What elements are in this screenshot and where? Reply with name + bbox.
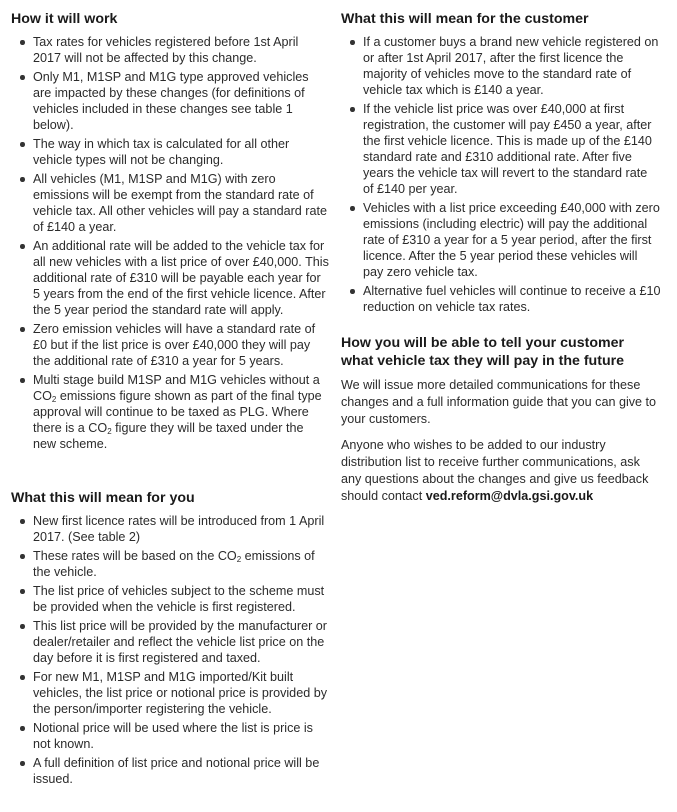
how-to-tell-customer-heading: How you will be able to tell your customer what vehicle tax they will pay in the future <box>341 335 625 369</box>
list-item: New first licence rates will be introduced from 1 April 2017. (See table 2) <box>11 513 329 545</box>
contact-paragraph: Anyone who wishes to be added to our industry distribution list to receive further communications, ask any questions about the changes and give us feedback should contact ved.reform@dvla.gsi.gov.uk <box>341 438 649 503</box>
bullet-icon <box>20 589 25 594</box>
list-item: Multi stage build M1SP and M1G vehicles without a $CO_2$ emissions figure shown as part of the final type approval will continue to be taxed as PLG. Where there is a $CO_2$ figure they will be taxed under the new scheme. <box>11 372 329 452</box>
bullet-icon <box>350 289 355 294</box>
contact-email[interactable]: ved.reform@dvla.gsi.gov.uk <box>425 489 594 503</box>
bullet-icon <box>20 554 25 559</box>
what-for-you-heading: What this will mean for you <box>11 490 195 506</box>
list-item: Tax rates for vehicles registered before 1st April 2017 will not be affected by this change. <box>11 34 329 66</box>
what-for-you-list <box>11 513 329 790</box>
bullet-icon <box>350 107 355 112</box>
list-item: The way in which tax is calculated for all other vehicle types will not be changing. <box>11 136 329 168</box>
list-item: An additional rate will be added to the vehicle tax for all new vehicles with a list price of over £40,000. This additional rate of £310 will be payable each year for 5 years from the end of the first vehicle licence. After the 5 year period the standard rate will apply. <box>11 238 329 318</box>
how-it-works-heading: How it will work <box>11 11 118 27</box>
bullet-icon <box>20 675 25 680</box>
list-item: Zero emission vehicles will have a standard rate of £0 but if the list price is over £40,000 they will pay the additional rate of £310 a year for 5 years. <box>11 321 329 369</box>
list-item: This list price will be provided by the manufacturer or dealer/retailer and reflect the vehicle list price on the day before it is first registered and taxed. <box>11 618 329 666</box>
list-item: If the vehicle list price was over £40,000 at first registration, the customer will pay £450 a year, after the first vehicle licence. This is made up of the £140 standard rate and £310 additional rate. After five years the vehicle tax will revert to the standard rate of £140 per year. <box>341 101 661 197</box>
list-item: Vehicles with a list price exceeding £40,000 with zero emissions (including electric) will pay the additional rate of £310 a year for a 5 year period, after the first licence. After the 5 year period these vehicles will pay zero vehicle tax. <box>341 200 661 280</box>
bullet-icon <box>20 761 25 766</box>
what-for-customer-heading: What this will mean for the customer <box>341 11 589 27</box>
bullet-icon <box>20 378 25 383</box>
list-item: Notional price will be used where the list is price is not known. <box>11 720 329 752</box>
how-it-works-list <box>11 34 329 455</box>
bullet-icon <box>20 519 25 524</box>
bullet-icon <box>350 40 355 45</box>
bullet-icon <box>20 142 25 147</box>
bullet-icon <box>350 206 355 211</box>
list-item: The list price of vehicles subject to the scheme must be provided when the vehicle is first registered. <box>11 583 329 615</box>
info-text-block <box>341 377 661 511</box>
list-item: These rates will be based on the $CO_2$ emissions of the vehicle. <box>11 548 329 580</box>
what-for-customer-list <box>341 34 661 318</box>
bullet-icon <box>20 75 25 80</box>
bullet-icon <box>20 40 25 45</box>
bullet-icon <box>20 244 25 249</box>
list-item: For new M1, M1SP and M1G imported/Kit built vehicles, the list price or notional price is provided by the person/importer registering the vehicle. <box>11 669 329 717</box>
list-item: If a customer buys a brand new vehicle registered on or after 1st April 2017, after the first licence the majority of vehicles move to the standard rate of vehicle tax which is £140 a year. <box>341 34 661 98</box>
list-item: Only M1, M1SP and M1G type approved vehicles are impacted by these changes (for definitions of vehicles included in these changes see table 1 below). <box>11 69 329 133</box>
bullet-icon <box>20 726 25 731</box>
list-item: Alternative fuel vehicles will continue to receive a £10 reduction on vehicle tax rates. <box>341 283 661 315</box>
communications-paragraph: We will issue more detailed communications for these changes and a full information guide that you can give to your customers. <box>341 378 657 426</box>
list-item: A full definition of list price and notional price will be issued. <box>11 755 329 787</box>
list-item: All vehicles (M1, M1SP and M1G) with zero emissions will be exempt from the standard rate of vehicle tax. All other vehicles will pay a standard rate of £140 a year. <box>11 171 329 235</box>
bullet-icon <box>20 177 25 182</box>
bullet-icon <box>20 327 25 332</box>
bullet-icon <box>20 624 25 629</box>
